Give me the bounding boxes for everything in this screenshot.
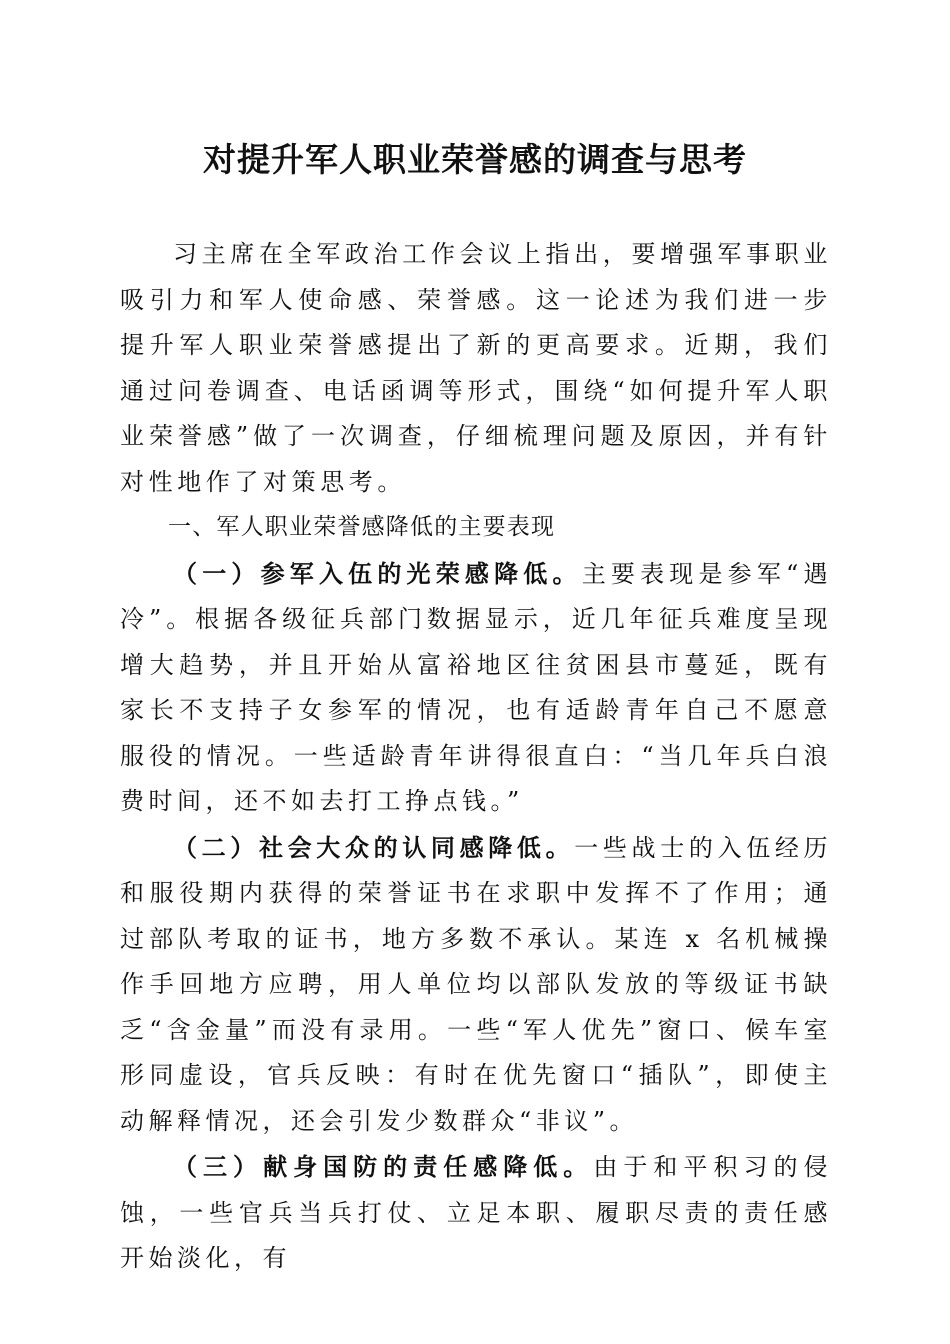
subsection-2-text: 一些战士的入伍经历和服役期内获得的荣誉证书在求职中发挥不了作用；通过部队考取的证书，地方多数不承认。某连 x 名机械操作手回地方应聘，用人单位均以部队发放的等级证书缺乏“含金量”而没有录用。一些“军人优先”窗口、候车室形同虚设，官兵反映：有时在优先窗口“插队”，即使主动解释情况，还会引发少数群众“非议”。 [120, 833, 833, 1135]
intro-paragraph: 习主席在全军政治工作会议上指出，要增强军事职业吸引力和军人使命感、荣誉感。这一论述为我们进一步提升军人职业荣誉感提出了新的更高要求。近期，我们通过问卷调查、电话函调等形式，围绕“如何提升军人职业荣誉感”做了一次调查，仔细梳理问题及原因，并有针对性地作了对策思考。 [120, 240, 832, 496]
document-title: 对提升军人职业荣誉感的调查与思考 [203, 140, 747, 179]
subsection-2-paragraph [120, 825, 832, 1145]
document-body [120, 232, 832, 1282]
subsection-1-lead: （一）参军入伍的光荣感降低。 [173, 558, 582, 588]
section-heading: 一、军人职业荣誉感降低的主要表现 [168, 514, 556, 540]
subsection-1-paragraph [120, 551, 832, 825]
subsection-3-paragraph [120, 1144, 832, 1282]
subsection-2-lead: （二）社会大众的认同感降低。 [173, 832, 575, 862]
subsection-1-text: 主要表现是参军“遇冷”。根据各级征兵部门数据显示，近几年征兵难度呈现增大趋势，并且开始从富裕地区往贫困县市蔓延，既有家长不支持子女参军的情况，也有适龄青年自己不愿意服役的情况。一些适龄青年讲得很直白：“当几年兵白浪费时间，还不如去打工挣点钱。” [120, 559, 832, 815]
subsection-3-lead: （三）献身国防的责任感降低。 [173, 1152, 594, 1181]
subsection-3-text: 由于和平积习的侵蚀，一些官兵当兵打仗、立足本职、履职尽责的责任感开始淡化，有 [120, 1153, 833, 1272]
